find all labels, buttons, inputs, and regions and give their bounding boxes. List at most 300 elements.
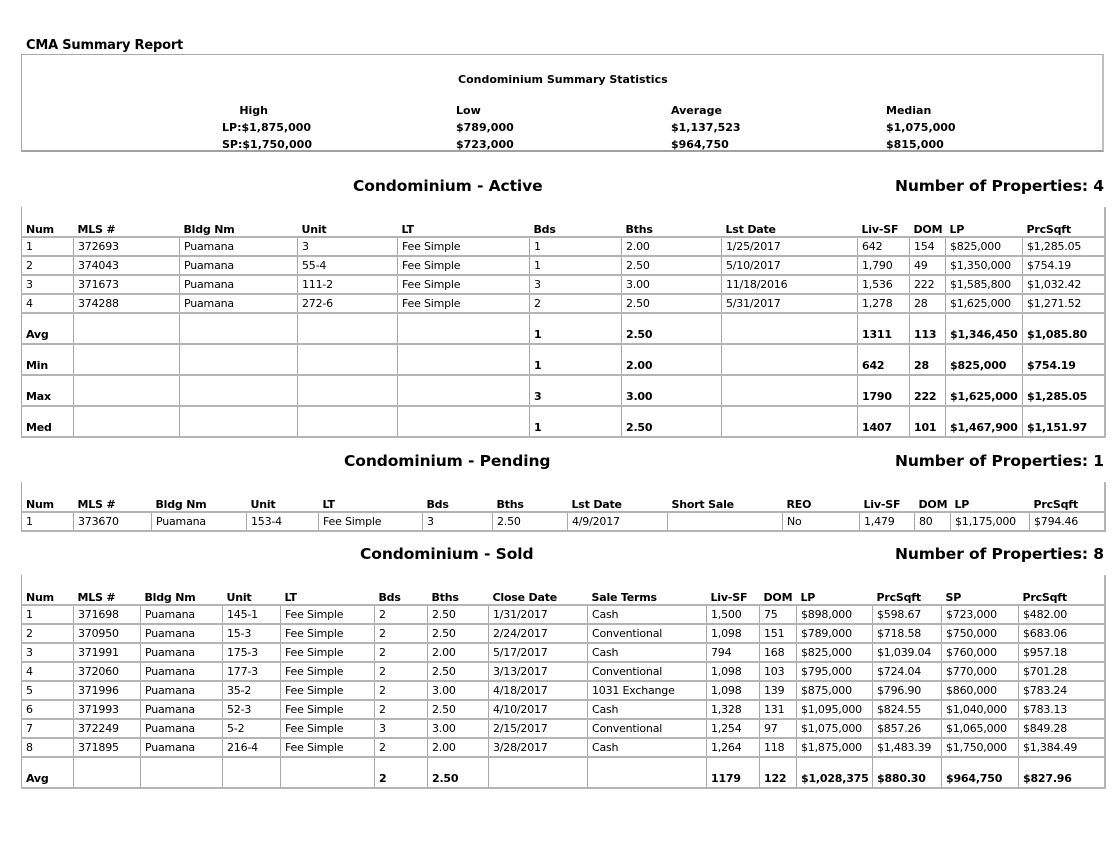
table-cell: 371993 [74,700,141,719]
table-cell: 370950 [74,624,141,643]
active-section-title: Condominium - Active [353,177,543,195]
table-row [22,275,1105,294]
stats-cell [588,757,707,788]
stats-cell: 222 [910,375,946,406]
table-cell: $701.28 [1019,662,1105,681]
table-cell: 372249 [74,719,141,738]
table-cell: 1,278 [858,294,910,313]
table-header-spacer [22,207,1105,221]
column-header: Bths [428,589,489,605]
table-cell: Puamana [141,605,223,624]
table-cell: 372693 [74,237,180,256]
table-cell: Cash [588,643,707,662]
table-cell: Puamana [152,512,247,531]
table-cell: Fee Simple [281,681,375,700]
table-cell: 371991 [74,643,141,662]
table-cell: $957.18 [1019,643,1105,662]
table-row [22,605,1105,624]
table-header-row [22,589,1105,605]
table-cell: 139 [760,681,797,700]
table-cell: $770,000 [942,662,1019,681]
column-header: MLS # [74,589,141,605]
table-cell: 2.50 [428,605,489,624]
table-cell: 2 [375,662,428,681]
table-cell: $1,875,000 [797,738,873,757]
summary-high [222,102,312,153]
summary-median-label: Median [886,104,932,117]
table-cell: 2.50 [428,700,489,719]
column-header: DOM [760,589,797,605]
table-cell: 118 [760,738,797,757]
table-cell: $1,271.52 [1023,294,1105,313]
stats-cell: $1,625,000 [946,375,1023,406]
table-cell: 3.00 [622,275,722,294]
table-cell: 2.50 [428,624,489,643]
stats-cell: 1179 [707,757,760,788]
table-cell: 1,098 [707,624,760,643]
table-cell: 2.50 [622,294,722,313]
table-cell: 1 [22,605,74,624]
table-cell: Fee Simple [319,512,423,531]
table-cell: Fee Simple [281,700,375,719]
table-cell: No [783,512,860,531]
stats-cell [180,313,298,344]
table-cell: 1,500 [707,605,760,624]
stats-cell: 1311 [858,313,910,344]
summary-high-label: High [239,104,268,117]
column-header: PrcSqft [873,589,942,605]
table-cell: 4 [22,294,74,313]
column-header: Close Date [489,589,588,605]
table-cell: $754.19 [1023,256,1105,275]
table-row [22,643,1105,662]
column-header: Lst Date [722,221,858,237]
table-cell: 145-1 [223,605,281,624]
table-cell: 111-2 [298,275,398,294]
table-cell: 3 [22,643,74,662]
column-header: Bldg Nm [141,589,223,605]
stats-cell: $964,750 [942,757,1019,788]
table-cell: 1,098 [707,662,760,681]
table-cell: 1 [530,256,622,275]
stats-cell: 28 [910,344,946,375]
stats-cell: 101 [910,406,946,437]
column-header: LP [797,589,873,605]
table-cell: $1,483.39 [873,738,942,757]
stats-cell: $1,085.80 [1023,313,1105,344]
stats-cell [180,406,298,437]
table-cell: $795,000 [797,662,873,681]
column-header: Unit [247,496,319,512]
sold-count: Number of Properties: 8 [894,545,1104,563]
table-cell: 97 [760,719,797,738]
column-header: Unit [298,221,398,237]
table-cell: Puamana [180,275,298,294]
table-cell: 5/31/2017 [722,294,858,313]
stats-cell: 2.50 [428,757,489,788]
table-cell: 5 [22,681,74,700]
stats-row [22,375,1105,406]
stats-cell: $825,000 [946,344,1023,375]
table-cell: Cash [588,700,707,719]
table-cell: Conventional [588,719,707,738]
table-cell: 272-6 [298,294,398,313]
table-cell: Puamana [141,662,223,681]
table-cell: 1,536 [858,275,910,294]
table-cell: 2 [22,624,74,643]
column-header: PrcSqft [1019,589,1105,605]
stats-cell [298,375,398,406]
table-cell: $1,384.49 [1019,738,1105,757]
table-cell: 372060 [74,662,141,681]
table-cell: 80 [915,512,951,531]
column-header: Liv-SF [858,221,910,237]
stats-cell: $1,151.97 [1023,406,1105,437]
table-cell: Fee Simple [398,294,530,313]
table-row [22,719,1105,738]
table-cell: $1,032.42 [1023,275,1105,294]
stats-cell: 3.00 [622,375,722,406]
stats-row-label: Med [22,406,74,437]
table-cell: $1,039.04 [873,643,942,662]
table-row [22,738,1105,757]
table-cell: Puamana [141,738,223,757]
table-cell: 55-4 [298,256,398,275]
table-cell: 2.00 [622,237,722,256]
table-cell: 151 [760,624,797,643]
table-cell: 1,479 [860,512,915,531]
table-cell: 28 [910,294,946,313]
table-cell: 2.50 [428,662,489,681]
table-cell: 1,264 [707,738,760,757]
active-count: Number of Properties: 4 [894,177,1104,195]
table-cell: 371996 [74,681,141,700]
table-cell: 103 [760,662,797,681]
stats-cell: 2.50 [622,406,722,437]
column-header: LT [281,589,375,605]
column-header: LT [398,221,530,237]
table-cell: 1 [530,237,622,256]
stats-cell [223,757,281,788]
stats-cell: $1,285.05 [1023,375,1105,406]
table-row [22,681,1105,700]
table-cell: Puamana [180,294,298,313]
stats-row-label: Max [22,375,74,406]
table-header-spacer [22,482,1105,496]
table-cell: 1,328 [707,700,760,719]
table-cell: $875,000 [797,681,873,700]
table-header-row [22,221,1105,237]
table-cell: $1,350,000 [946,256,1023,275]
table-cell: 3 [530,275,622,294]
summary-average-lp: $1,137,523 [671,121,741,134]
stats-cell: $1,346,450 [946,313,1023,344]
table-cell: $1,175,000 [951,512,1030,531]
column-header: Bths [622,221,722,237]
table-cell: 5-2 [223,719,281,738]
table-cell: 222 [910,275,946,294]
table-cell: $1,065,000 [942,719,1019,738]
stats-row [22,344,1105,375]
table-cell: 1031 Exchange [588,681,707,700]
table-cell: Fee Simple [281,624,375,643]
active-listings-table [21,207,1106,438]
table-cell: 3.00 [428,681,489,700]
table-cell: 2 [375,605,428,624]
column-header: SP [942,589,1019,605]
column-header: REO [783,496,860,512]
summary-low-lp: $789,000 [456,121,514,134]
table-cell: $783.13 [1019,700,1105,719]
stats-cell [298,344,398,375]
table-cell: Fee Simple [281,605,375,624]
table-cell: 2.50 [493,512,568,531]
table-cell: 2 [375,700,428,719]
table-cell: Puamana [141,719,223,738]
table-cell: 374043 [74,256,180,275]
report-title: CMA Summary Report [26,38,184,53]
table-cell: Fee Simple [398,237,530,256]
column-header: Bds [530,221,622,237]
stats-cell [141,757,223,788]
table-cell: 371895 [74,738,141,757]
table-cell: 2/15/2017 [489,719,588,738]
stats-cell [722,313,858,344]
summary-average-label: Average [671,104,722,117]
stats-cell [74,375,180,406]
table-row [22,662,1105,681]
table-cell: 52-3 [223,700,281,719]
summary-low-sp: $723,000 [456,138,514,151]
stats-cell: 2.00 [622,344,722,375]
table-cell: $794.46 [1030,512,1105,531]
stats-cell [398,375,530,406]
stats-cell: $754.19 [1023,344,1105,375]
table-cell: $796.90 [873,681,942,700]
summary-average [671,102,741,153]
table-cell: 2 [375,681,428,700]
table-cell: Fee Simple [398,256,530,275]
table-cell: $1,095,000 [797,700,873,719]
stats-cell [298,313,398,344]
stats-cell: $827.96 [1019,757,1105,788]
summary-median [886,102,956,153]
table-cell: 2 [375,738,428,757]
stats-cell [722,375,858,406]
table-row [22,256,1105,275]
table-cell: 3.00 [428,719,489,738]
table-cell: 2 [530,294,622,313]
table-cell: $760,000 [942,643,1019,662]
stats-row-label: Avg [22,313,74,344]
table-cell: 216-4 [223,738,281,757]
table-cell: 371673 [74,275,180,294]
table-row [22,294,1105,313]
table-cell: Puamana [141,681,223,700]
table-header-spacer [22,575,1105,589]
table-cell: $723,000 [942,605,1019,624]
table-cell: Fee Simple [281,662,375,681]
column-header: Bds [375,589,428,605]
table-cell: 7 [22,719,74,738]
table-cell: Puamana [141,624,223,643]
stats-cell: 2 [375,757,428,788]
pending-listings-table [21,482,1106,532]
table-cell: 3 [375,719,428,738]
table-row [22,624,1105,643]
table-cell: $783.24 [1019,681,1105,700]
column-header: LP [946,221,1023,237]
stats-cell: 2.50 [622,313,722,344]
stats-cell [74,406,180,437]
stats-cell [74,313,180,344]
table-cell: 1,790 [858,256,910,275]
table-cell: 3 [423,512,493,531]
table-cell: $825,000 [946,237,1023,256]
table-cell: $789,000 [797,624,873,643]
table-cell: Conventional [588,662,707,681]
stats-cell [722,406,858,437]
column-header: MLS # [74,221,180,237]
table-cell: 175-3 [223,643,281,662]
table-cell: 75 [760,605,797,624]
column-header: Liv-SF [860,496,915,512]
stats-cell: 1 [530,406,622,437]
table-cell: 2 [375,624,428,643]
table-cell: $1,075,000 [797,719,873,738]
stats-row [22,313,1105,344]
column-header: Unit [223,589,281,605]
stats-row-label: Min [22,344,74,375]
table-cell: Fee Simple [281,738,375,757]
table-cell: $1,040,000 [942,700,1019,719]
table-cell: $718.58 [873,624,942,643]
table-cell [668,512,783,531]
stats-cell [74,344,180,375]
table-cell: 642 [858,237,910,256]
table-cell: 1,254 [707,719,760,738]
stats-cell: 1407 [858,406,910,437]
stats-cell: 642 [858,344,910,375]
table-cell: $724.04 [873,662,942,681]
stats-cell [398,313,530,344]
table-cell: $824.55 [873,700,942,719]
table-row [22,237,1105,256]
stats-cell [180,344,298,375]
table-cell: 131 [760,700,797,719]
column-header: Liv-SF [707,589,760,605]
stats-cell [298,406,398,437]
table-cell: 4/10/2017 [489,700,588,719]
column-header: Short Sale [668,496,783,512]
column-header: Lst Date [568,496,668,512]
summary-low-label: Low [456,104,481,117]
column-header: Num [22,589,74,605]
table-cell: Cash [588,738,707,757]
column-header: LP [951,496,1030,512]
table-cell: 1 [22,237,74,256]
table-cell: 2.50 [622,256,722,275]
column-header: Bths [493,496,568,512]
table-cell: Cash [588,605,707,624]
table-cell: 8 [22,738,74,757]
table-cell: $598.67 [873,605,942,624]
table-cell: Puamana [180,237,298,256]
column-header: DOM [910,221,946,237]
stats-cell: $1,028,375 [797,757,873,788]
pending-count: Number of Properties: 1 [894,452,1104,470]
column-header: Bldg Nm [152,496,247,512]
table-cell: 2 [375,643,428,662]
table-cell: 3/28/2017 [489,738,588,757]
summary-low [456,102,514,153]
stats-cell: $880.30 [873,757,942,788]
table-cell: $1,750,000 [942,738,1019,757]
summary-statistics-title: Condominium Summary Statistics [458,73,668,86]
stats-cell [722,344,858,375]
column-header: Num [22,221,74,237]
summary-high-sp: SP:$1,750,000 [222,138,312,151]
column-header: LT [319,496,423,512]
table-cell: 5/10/2017 [722,256,858,275]
table-cell: 49 [910,256,946,275]
table-cell: 2 [22,256,74,275]
column-header: MLS # [74,496,152,512]
table-cell: Fee Simple [281,643,375,662]
stats-row-label: Avg [22,757,74,788]
summary-high-lp: LP:$1,875,000 [222,121,312,134]
summary-median-lp: $1,075,000 [886,121,956,134]
stats-cell [180,375,298,406]
stats-row [22,757,1105,788]
stats-cell: 122 [760,757,797,788]
stats-cell: 113 [910,313,946,344]
table-cell: $750,000 [942,624,1019,643]
table-cell: $898,000 [797,605,873,624]
column-header: PrcSqft [1023,221,1105,237]
table-cell: 794 [707,643,760,662]
table-header-row [22,496,1105,512]
table-cell: Puamana [141,700,223,719]
table-cell: 1,098 [707,681,760,700]
table-cell: 1 [22,512,74,531]
table-cell: Puamana [141,643,223,662]
table-cell: 371698 [74,605,141,624]
stats-cell: 1 [530,313,622,344]
table-cell: 3 [298,237,398,256]
table-cell: 6 [22,700,74,719]
summary-median-sp: $815,000 [886,138,944,151]
table-cell: 2/24/2017 [489,624,588,643]
table-cell: $857.26 [873,719,942,738]
table-cell: 5/17/2017 [489,643,588,662]
stats-cell: 1 [530,344,622,375]
table-cell: 177-3 [223,662,281,681]
table-cell: $683.06 [1019,624,1105,643]
table-cell: Puamana [180,256,298,275]
table-cell: 373670 [74,512,152,531]
table-cell: 11/18/2016 [722,275,858,294]
table-cell: $482.00 [1019,605,1105,624]
table-row [22,512,1105,531]
table-cell: 3 [22,275,74,294]
table-cell: 1/31/2017 [489,605,588,624]
table-cell: $1,585,800 [946,275,1023,294]
stats-cell: $1,467,900 [946,406,1023,437]
table-cell: 168 [760,643,797,662]
table-cell: 4/18/2017 [489,681,588,700]
table-cell: 15-3 [223,624,281,643]
